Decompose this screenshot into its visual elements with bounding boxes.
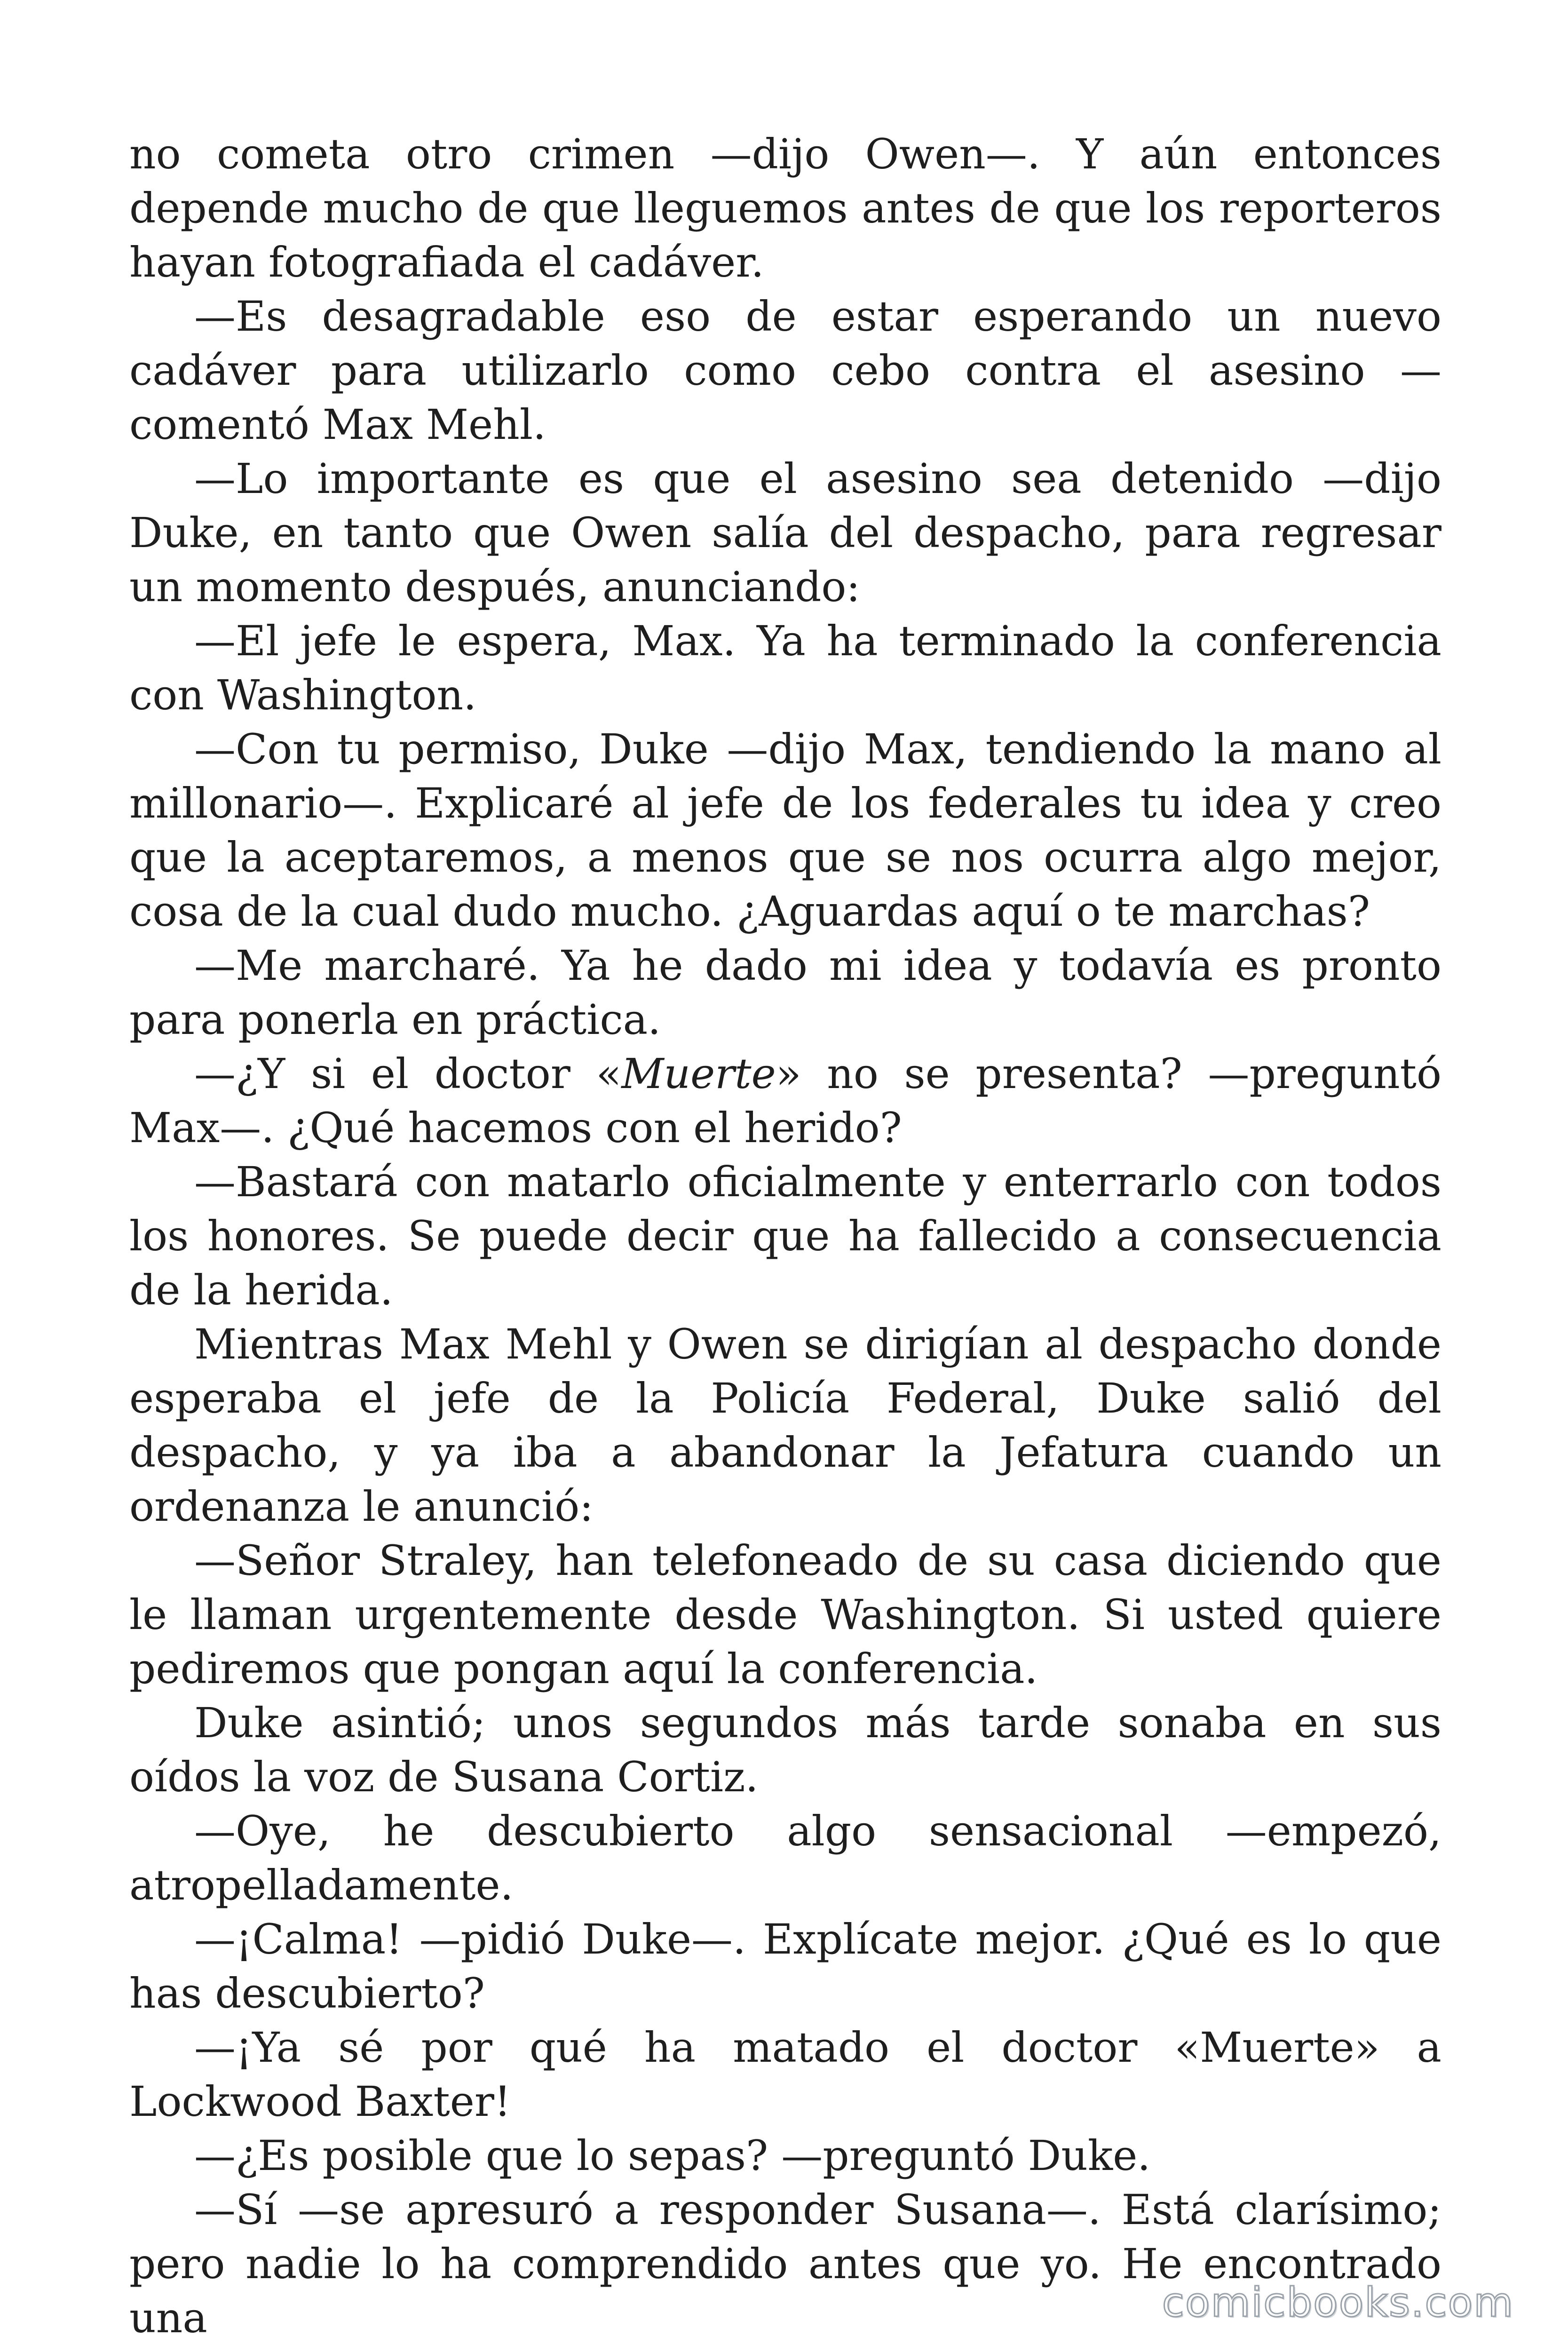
paragraph-9: Mientras Max Mehl y Owen se dirigían al despacho donde esperaba el jefe de la Policía Federal, Duke salió del despacho, y ya iba a abandonar la Jefatura cuando un ordenanza le anunció: <box>129 1320 1441 1531</box>
paragraph-15: —¿Es posible que lo sepas? —preguntó Duke. <box>194 2131 1151 2180</box>
book-page-text <box>129 127 1441 2345</box>
paragraph-11: Duke asintió; unos segundos más tarde sonaba en sus oídos la voz de Susana Cortiz. <box>129 1699 1441 1801</box>
paragraph-16: —Sí —se apresuró a responder Susana—. Está clarísimo; pero nadie lo ha comprendido antes que yo. He encontrado una <box>129 2185 1441 2342</box>
paragraph-14: —¡Ya sé por qué ha matado el doctor «Muerte» a Lockwood Baxter! <box>129 2023 1441 2126</box>
paragraph-12: —Oye, he descubierto algo sensacional —empezó, atropelladamente. <box>129 1807 1441 1909</box>
paragraph-5: —Con tu permiso, Duke —dijo Max, tendiendo la mano al millonario—. Explicaré al jefe de los federales tu idea y creo que la aceptaremos, a menos que se nos ocurra algo mejor, cosa de la cual dudo mucho. ¿Aguardas aquí o te marchas? <box>129 725 1441 936</box>
paragraph-8: —Bastará con matarlo oficialmente y enterrarlo con todos los honores. Se puede decir que ha fallecido a consecuencia de la herida. <box>129 1158 1441 1314</box>
paragraph-1: no cometa otro crimen —dijo Owen—. Y aún entonces depende mucho de que lleguemos antes de que los reporteros hayan fotografiada el cadáver. <box>129 130 1441 286</box>
paragraph-10: —Señor Straley, han telefoneado de su casa diciendo que le llaman urgentemente desde Washington. Si usted quiere pediremos que pongan aquí la conferencia. <box>129 1536 1441 1693</box>
paragraph-13: —¡Calma! —pidió Duke—. Explícate mejor. ¿Qué es lo que has descubierto? <box>129 1915 1441 2018</box>
paragraph-7-start: —¿Y si el doctor « <box>194 1049 622 1098</box>
paragraph-6: —Me marcharé. Ya he dado mi idea y todavía es pronto para ponerla en práctica. <box>129 941 1441 1044</box>
paragraph-7-italic: Muerte <box>621 1049 776 1098</box>
paragraph-3: —Lo importante es que el asesino sea detenido —dijo Duke, en tanto que Owen salía del despacho, para regresar un momento después, anunciando: <box>129 454 1441 611</box>
paragraph-4: —El jefe le espera, Max. Ya ha terminado la conferencia con Washington. <box>129 617 1441 719</box>
watermark-logo: comicbooks.com <box>1162 2279 1514 2326</box>
paragraph-2: —Es desagradable eso de estar esperando un nuevo cadáver para utilizarlo como cebo contra el asesino —comentó Max Mehl. <box>129 292 1441 449</box>
paragraph-7 <box>129 1047 1441 1155</box>
paragraph-7-end: » no se presenta? —preguntó Max—. ¿Qué hacemos con el herido? <box>129 1049 1441 1152</box>
